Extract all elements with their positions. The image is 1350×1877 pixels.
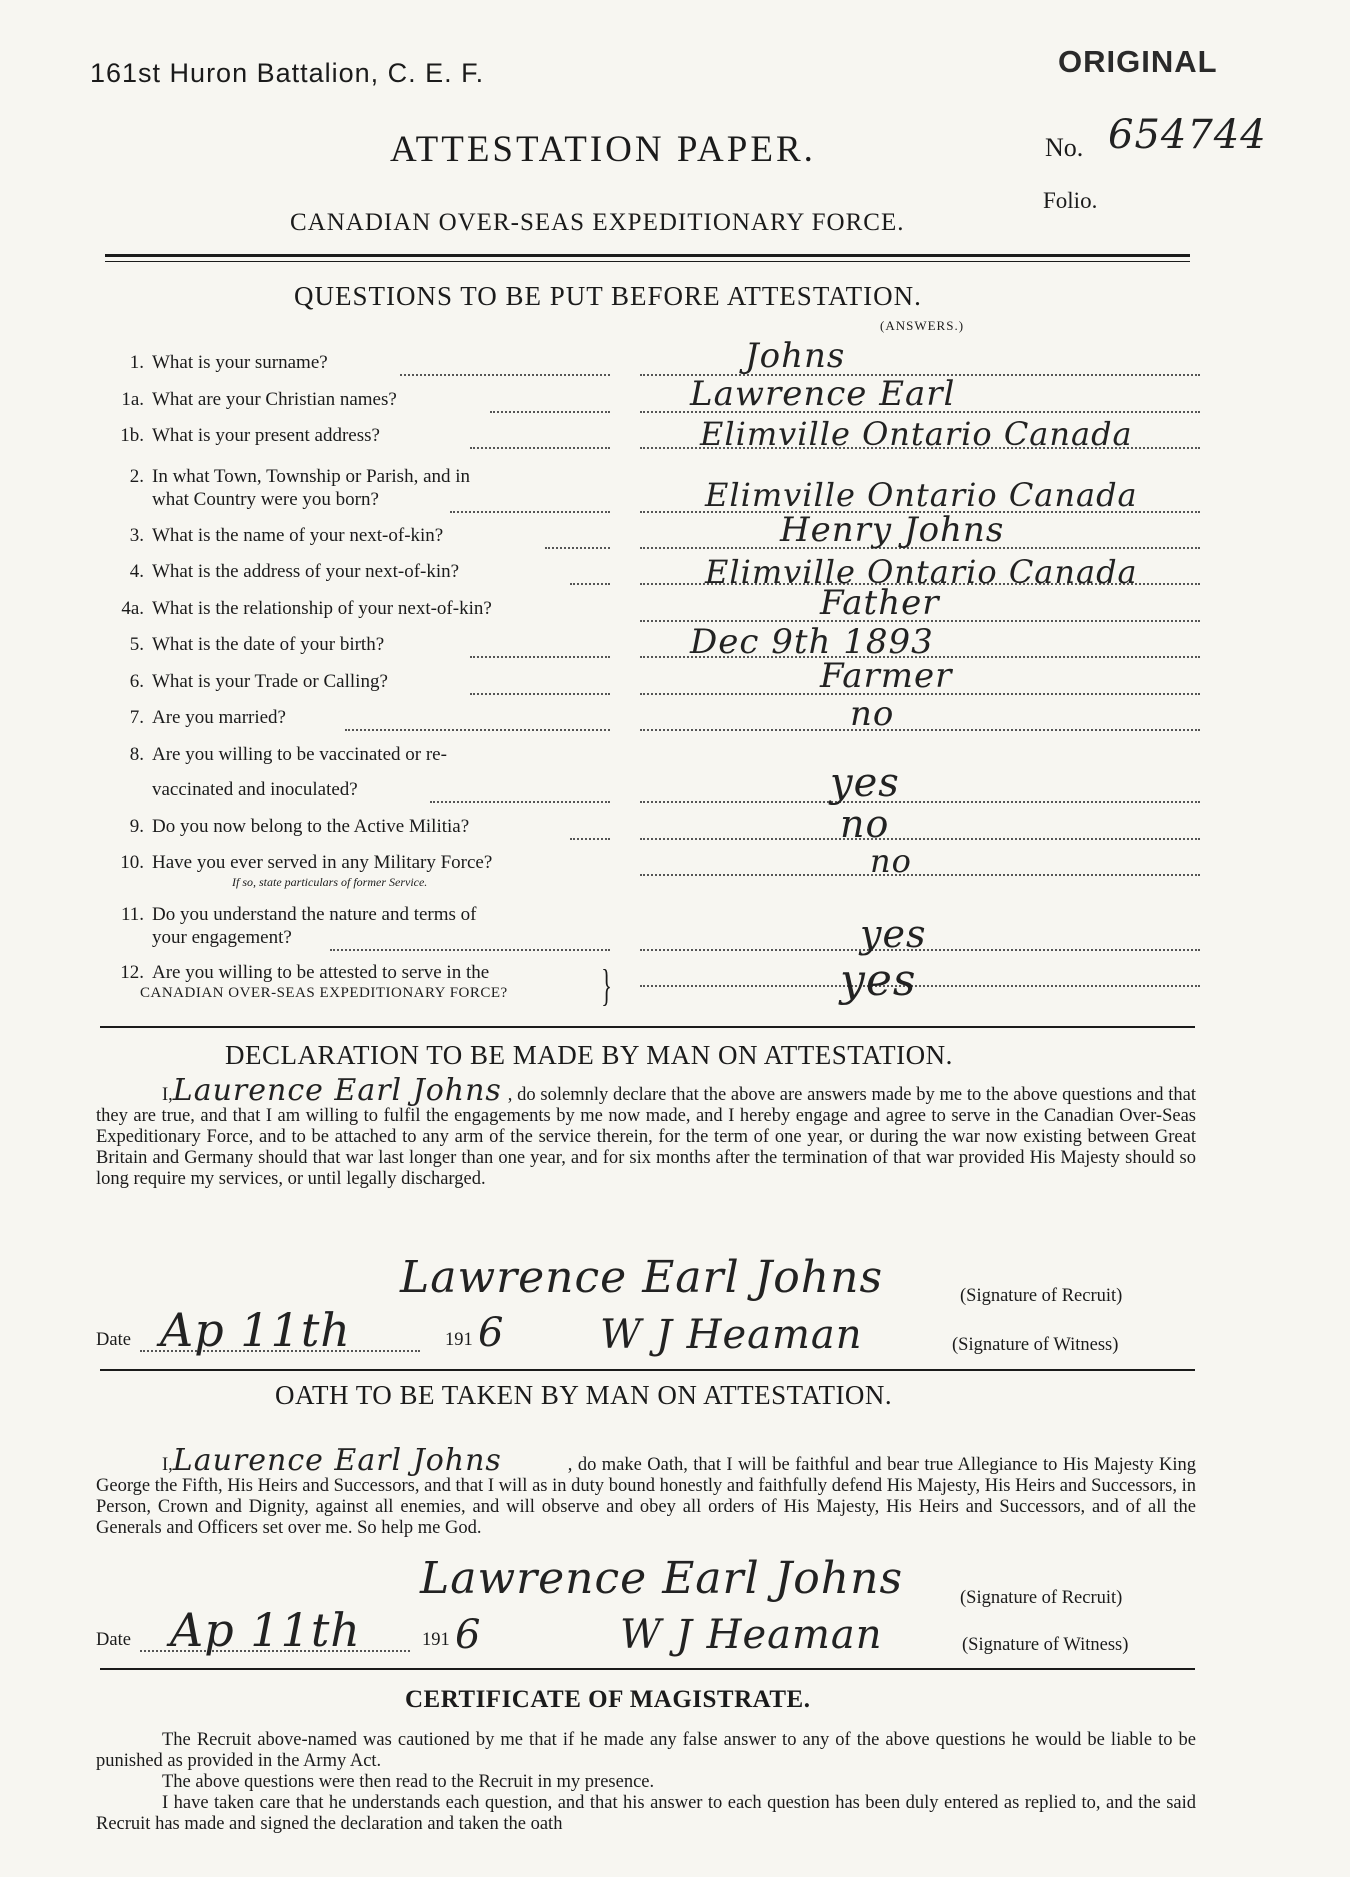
question-2-cont (152, 489, 379, 511)
header-divider (105, 254, 1190, 257)
oath-date-label: Date (96, 1630, 131, 1650)
declaration-year-prefix: 191 (445, 1330, 473, 1350)
question-11 (108, 904, 477, 926)
question-number: 1b. (120, 425, 144, 446)
declaration-i: I, (162, 1085, 173, 1105)
answer-line (490, 411, 610, 413)
declaration-recruit-signature: Lawrence Earl Johns (400, 1252, 884, 1303)
question-1a (108, 389, 397, 411)
oath-recruit-signature: Lawrence Earl Johns (420, 1553, 904, 1604)
answer-line (640, 985, 1200, 987)
answer-line (470, 447, 610, 449)
question-number: 8. (129, 744, 144, 765)
question-3 (108, 525, 443, 547)
question-number: 1a. (121, 389, 144, 410)
oath-body: , do make Oath, that I will be faithful and bear true Allegiance to His Majesty King George the Fifth, His Heirs and Successors, and that I will as in duty bound honestly and faithfully defend His Majesty, His Heirs and Successors, in Person, Crown and Dignity, against all enemies, and will observe and obey all orders of His Majesty, His Heirs and Successors, and of all the Generals and Officers set over me. So help me God. (96, 1455, 1196, 1538)
answer-willing-to-serve: yes (840, 955, 917, 1006)
oath-name: Laurence Earl Johns (172, 1443, 502, 1478)
answer-line (640, 838, 1200, 840)
question-number: 6. (129, 671, 144, 692)
oath-witness-label: (Signature of Witness) (962, 1635, 1129, 1655)
question-4a (108, 598, 492, 620)
question-number: 10. (120, 852, 144, 873)
answer-line (430, 801, 610, 803)
answer-line (640, 729, 1200, 731)
magistrate-paragraph-1: The Recruit above-named was cautioned by me that if he made any false answer to any of the above questions he would be liable to be punished as provided in the Army Act. (96, 1730, 1196, 1771)
question-number: 12. (120, 962, 144, 983)
answer-line (570, 838, 610, 840)
answer-vaccinated: yes (830, 760, 900, 806)
answer-line (450, 511, 610, 513)
question-6 (108, 671, 388, 693)
question-text: CANADIAN OVER-SEAS EXPEDITIONARY FORCE? (140, 985, 508, 1001)
number-label: No. (1045, 133, 1084, 162)
question-text: What are your Christian names? (152, 389, 397, 410)
declaration-name: Laurence Earl Johns (172, 1073, 502, 1108)
question-text: What is your Trade or Calling? (152, 671, 388, 692)
answer-military-service: no (870, 842, 912, 880)
question-4 (108, 561, 459, 583)
questions-heading: QUESTIONS TO BE PUT BEFORE ATTESTATION. (294, 281, 922, 311)
declaration-year-suffix: 6 (478, 1310, 505, 1356)
magistrate-heading: CERTIFICATE OF MAGISTRATE. (405, 1686, 811, 1713)
answer-surname: Johns (745, 336, 846, 376)
answer-understand-terms: yes (860, 912, 927, 956)
question-number: 2. (129, 466, 144, 487)
answer-line (640, 801, 1200, 803)
question-text: Have you ever served in any Military Force? (152, 852, 493, 873)
regimental-number: 654744 (1108, 112, 1267, 158)
question-10-note: If so, state particulars of former Service. (232, 875, 428, 889)
answer-birthplace: Elimville Ontario Canada (705, 476, 1138, 514)
question-1b (108, 425, 380, 447)
oath-witness-signature: W J Heaman (620, 1612, 883, 1658)
question-9 (108, 816, 469, 838)
question-text: Are you married? (152, 707, 286, 728)
question-text: What is the name of your next-of-kin? (152, 525, 444, 546)
question-text: Do you understand the nature and terms of (152, 904, 477, 925)
question-number: 7. (129, 707, 144, 728)
question-text: What is your surname? (152, 352, 328, 373)
answer-line (470, 693, 610, 695)
answer-trade: Farmer (820, 656, 953, 696)
answer-line (400, 374, 610, 376)
answer-relationship: Father (820, 583, 940, 623)
question-2 (108, 466, 470, 488)
question-text: What is the date of your birth? (152, 634, 385, 655)
magistrate-paragraph-3: I have taken care that he understands each question, and that his answer to each question has been duly entered as replied to, and the said Recruit has made and signed the declaration and taken the oath (96, 1793, 1196, 1834)
section-divider (100, 1369, 1195, 1371)
battalion-header: 161st Huron Battalion, C. E. F. (90, 58, 485, 88)
section-divider (100, 1026, 1195, 1028)
document-title: ATTESTATION PAPER. (390, 129, 816, 170)
oath-text (96, 1443, 1196, 1539)
question-text: Are you willing to be vaccinated or re- (152, 744, 447, 765)
question-12-cont (140, 985, 508, 1002)
question-number: 1. (129, 352, 144, 373)
answer-married: no (850, 694, 895, 734)
question-text: vaccinated and inoculated? (152, 779, 358, 800)
oath-year-suffix: 6 (455, 1612, 482, 1658)
answer-line (570, 583, 610, 585)
answer-birth-date: Dec 9th 1893 (690, 622, 934, 662)
oath-heading: OATH TO BE TAKEN BY MAN ON ATTESTATION. (275, 1380, 893, 1410)
question-text: What is the relationship of your next-of-kin? (152, 598, 492, 619)
declaration-date-value: Ap 11th (160, 1303, 351, 1357)
declaration-recruit-label: (Signature of Recruit) (960, 1286, 1123, 1306)
question-text: Are you willing to be attested to serve in the (152, 962, 490, 983)
answer-present-address: Elimville Ontario Canada (700, 415, 1133, 453)
question-number: 11. (120, 904, 144, 925)
question-number: 5. (129, 634, 144, 655)
answer-line (330, 949, 610, 951)
question-8 (108, 744, 447, 766)
answer-militia: no (840, 802, 890, 846)
oath-year-prefix: 191 (422, 1630, 450, 1650)
question-text: what Country were you born? (152, 489, 379, 510)
declaration-witness-signature: W J Heaman (600, 1312, 863, 1358)
oath-date-value: Ap 11th (170, 1603, 361, 1657)
declaration-witness-label: (Signature of Witness) (952, 1335, 1119, 1355)
answer-next-of-kin: Henry Johns (780, 510, 1005, 550)
answer-line (545, 547, 610, 549)
declaration-date-label: Date (96, 1330, 131, 1350)
question-10 (108, 852, 492, 874)
answer-line (470, 656, 610, 658)
question-11-cont (152, 927, 292, 949)
question-number: 9. (129, 816, 144, 837)
declaration-text (96, 1073, 1196, 1190)
answer-christian-names: Lawrence Earl (690, 374, 956, 414)
question-1 (108, 352, 328, 374)
oath-i: I, (162, 1455, 173, 1475)
original-stamp: ORIGINAL (1058, 44, 1218, 79)
oath-recruit-label: (Signature of Recruit) (960, 1588, 1123, 1608)
magistrate-paragraph-2: The above questions were then read to the Recruit in my presence. (162, 1772, 655, 1792)
document-subtitle: CANADIAN OVER-SEAS EXPEDITIONARY FORCE. (290, 209, 905, 236)
question-7 (108, 707, 286, 729)
question-text: Do you now belong to the Active Militia? (152, 816, 470, 837)
brace: } (601, 961, 612, 1010)
declaration-heading: DECLARATION TO BE MADE BY MAN ON ATTESTATION. (225, 1040, 953, 1070)
answer-line (345, 729, 610, 731)
magistrate-text (96, 1730, 1196, 1835)
question-text: What is your present address? (152, 425, 380, 446)
question-12 (108, 962, 489, 984)
answer-next-of-kin-address: Elimville Ontario Canada (705, 553, 1138, 591)
question-text: In what Town, Township or Parish, and in (152, 466, 471, 487)
question-text: What is the address of your next-of-kin? (152, 561, 460, 582)
question-5 (108, 634, 384, 656)
section-divider (100, 1668, 1195, 1670)
question-8-cont (152, 779, 358, 801)
question-text: your engagement? (152, 927, 292, 948)
question-number: 4a. (121, 598, 144, 619)
answers-label: (ANSWERS.) (880, 318, 965, 333)
question-number: 4. (129, 561, 144, 582)
answer-line (640, 874, 1200, 876)
declaration-body: , do solemnly declare that the above are answers made by me to the above questions and that they are true, and that I am willing to fulfil the engagements by me now made, and I hereby engage and agree to serve in the Canadian Over-Seas Expeditionary Force, and to be attached to any arm of the service therein, for the term of one year, or during the war now existing between Great Britain and Germany should that war last longer than one year, and for six months after the termination of that war provided His Majesty should so long require my services, or until legally discharged. (96, 1085, 1196, 1189)
question-number: 3. (129, 525, 144, 546)
folio-label: Folio. (1043, 188, 1098, 213)
header-divider-thin (105, 261, 1190, 262)
